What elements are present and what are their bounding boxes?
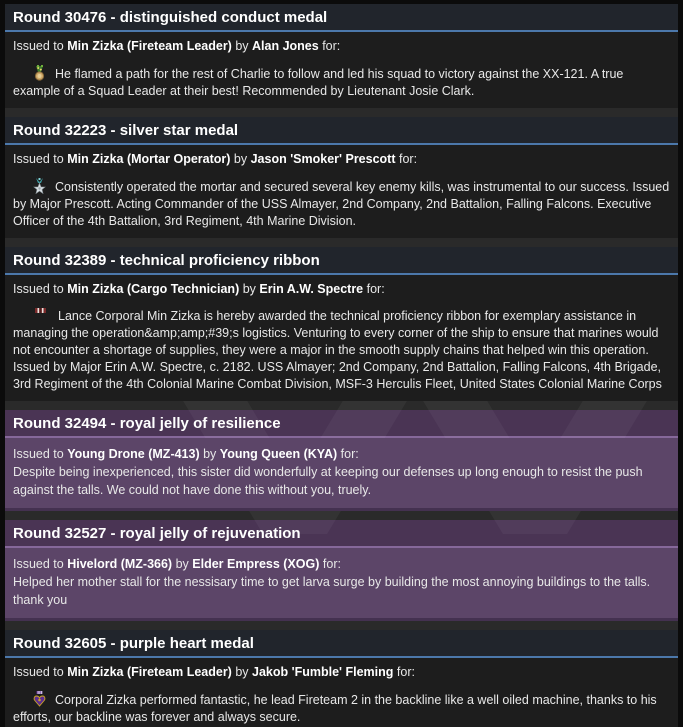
medal-round-title: Round 32389 - technical proficiency ribbon — [5, 247, 678, 275]
recipient-name: Young Drone (MZ-413) — [67, 447, 200, 461]
issued-to-label: Issued to — [13, 282, 64, 296]
issued-to-label: Issued to — [13, 665, 64, 679]
citation-text: Consistently operated the mortar and secured several key enemy kills, was instrumental to our success. Issued by Major Prescott. Acting Commander of the USS Almayer, 2nd Company, 2nd Battalion, Falling Falcons. Executive Officer of the 4th Battalion, 3rd Regiment, 4th Marine Division. — [13, 180, 670, 228]
citation-line — [13, 65, 670, 100]
issuer-name: Elder Empress (XOG) — [192, 557, 320, 571]
distinguished-conduct-medal-icon — [33, 65, 46, 81]
citation-line — [13, 691, 670, 726]
citation-text: Lance Corporal Min Zizka is hereby awarded the technical proficiency ribbon for exemplary assistance in managing the operation&amp;amp;#39;s logistics. Venturing to every corner of the ship to ensure that marines would not encounter a shortage of supplies, they were a major in the smooth supply chains that helped win this operation. Issued by Major Erin A.W. Spectre, c. 2182. USS Almayer; 2nd Company, 2nd Battalion, Falling Falcons, 4th Brigade, 3rd Regiment of the 4th Colonial Marine Combat Division, MSF-3 Herculis Fleet, United States Colonial Marine Corps — [13, 309, 662, 391]
citation-line — [13, 463, 670, 499]
medal-body — [5, 548, 678, 621]
medal-body — [5, 32, 678, 108]
medal-body — [5, 145, 678, 238]
recipient-name: Min Zizka (Fireteam Leader) — [67, 39, 232, 53]
citation-text: Despite being inexperienced, this sister did wonderfully at keeping our defenses up long enough to resist the push against the talls. We could not have done this without you, truely. — [13, 465, 643, 497]
medal-round-title: Round 32527 - royal jelly of rejuvenation — [5, 520, 678, 548]
issuer-name: Erin A.W. Spectre — [259, 282, 364, 296]
recipient-name: Min Zizka (Cargo Technician) — [67, 282, 240, 296]
for-label: for: — [340, 447, 359, 461]
medal-round-title: Round 30476 - distinguished conduct medal — [5, 4, 678, 32]
medal-section — [5, 4, 678, 108]
medal-section — [5, 520, 678, 621]
issued-line — [13, 151, 670, 168]
issuer-name: Jakob 'Fumble' Fleming — [252, 665, 394, 679]
issuer-name: Alan Jones — [252, 39, 319, 53]
issued-line — [13, 555, 670, 573]
by-label: by — [233, 152, 248, 166]
citation-line — [13, 573, 670, 609]
issued-line — [13, 38, 670, 55]
by-label: by — [242, 282, 256, 296]
for-label: for: — [396, 665, 415, 679]
by-label: by — [235, 665, 249, 679]
issued-to-label: Issued to — [13, 557, 64, 571]
medal-section — [5, 630, 678, 727]
issuer-name: Jason 'Smoker' Prescott — [250, 152, 396, 166]
medal-round-title: Round 32605 - purple heart medal — [5, 630, 678, 658]
issued-line — [13, 664, 670, 681]
medal-section — [5, 117, 678, 238]
issuer-name: Young Queen (KYA) — [219, 447, 338, 461]
for-label: for: — [366, 282, 385, 296]
issued-line — [13, 281, 670, 298]
citation-text: He flamed a path for the rest of Charlie to follow and led his squad to victory against the XX-121. A true example of a Squad Leader at their best! Recommended by Lieutenant Josie Clark. — [13, 67, 624, 98]
issued-to-label: Issued to — [13, 447, 64, 461]
issued-to-label: Issued to — [13, 39, 64, 53]
medal-round-title: Round 32494 - royal jelly of resilience — [5, 410, 678, 438]
medal-section — [5, 247, 678, 401]
issued-line — [13, 445, 670, 463]
silver-star-medal-icon — [33, 178, 46, 194]
medal-section — [5, 410, 678, 511]
citation-text: Corporal Zizka performed fantastic, he lead Fireteam 2 in the backline like a well oiled machine, thanks to his efforts, our backline was forever and always secure. — [13, 693, 657, 724]
citation-line — [13, 308, 670, 393]
for-label: for: — [322, 39, 341, 53]
medal-round-title: Round 32223 - silver star medal — [5, 117, 678, 145]
by-label: by — [235, 39, 249, 53]
medals-panel — [5, 4, 678, 727]
by-label: by — [203, 447, 217, 461]
issued-to-label: Issued to — [13, 152, 64, 166]
medal-body — [5, 275, 678, 401]
for-label: for: — [399, 152, 418, 166]
by-label: by — [175, 557, 189, 571]
citation-line — [13, 178, 670, 230]
recipient-name: Min Zizka (Mortar Operator) — [67, 152, 231, 166]
medal-body — [5, 438, 678, 511]
recipient-name: Min Zizka (Fireteam Leader) — [67, 665, 232, 679]
technical-proficiency-ribbon-icon — [35, 308, 46, 313]
medal-body — [5, 658, 678, 727]
citation-text: Helped her mother stall for the nessisary time to get larva surge by building the most annoying buildings to the talls. thank you — [13, 575, 651, 607]
for-label: for: — [322, 557, 341, 571]
purple-heart-medal-icon — [33, 691, 46, 707]
recipient-name: Hivelord (MZ-366) — [67, 557, 173, 571]
